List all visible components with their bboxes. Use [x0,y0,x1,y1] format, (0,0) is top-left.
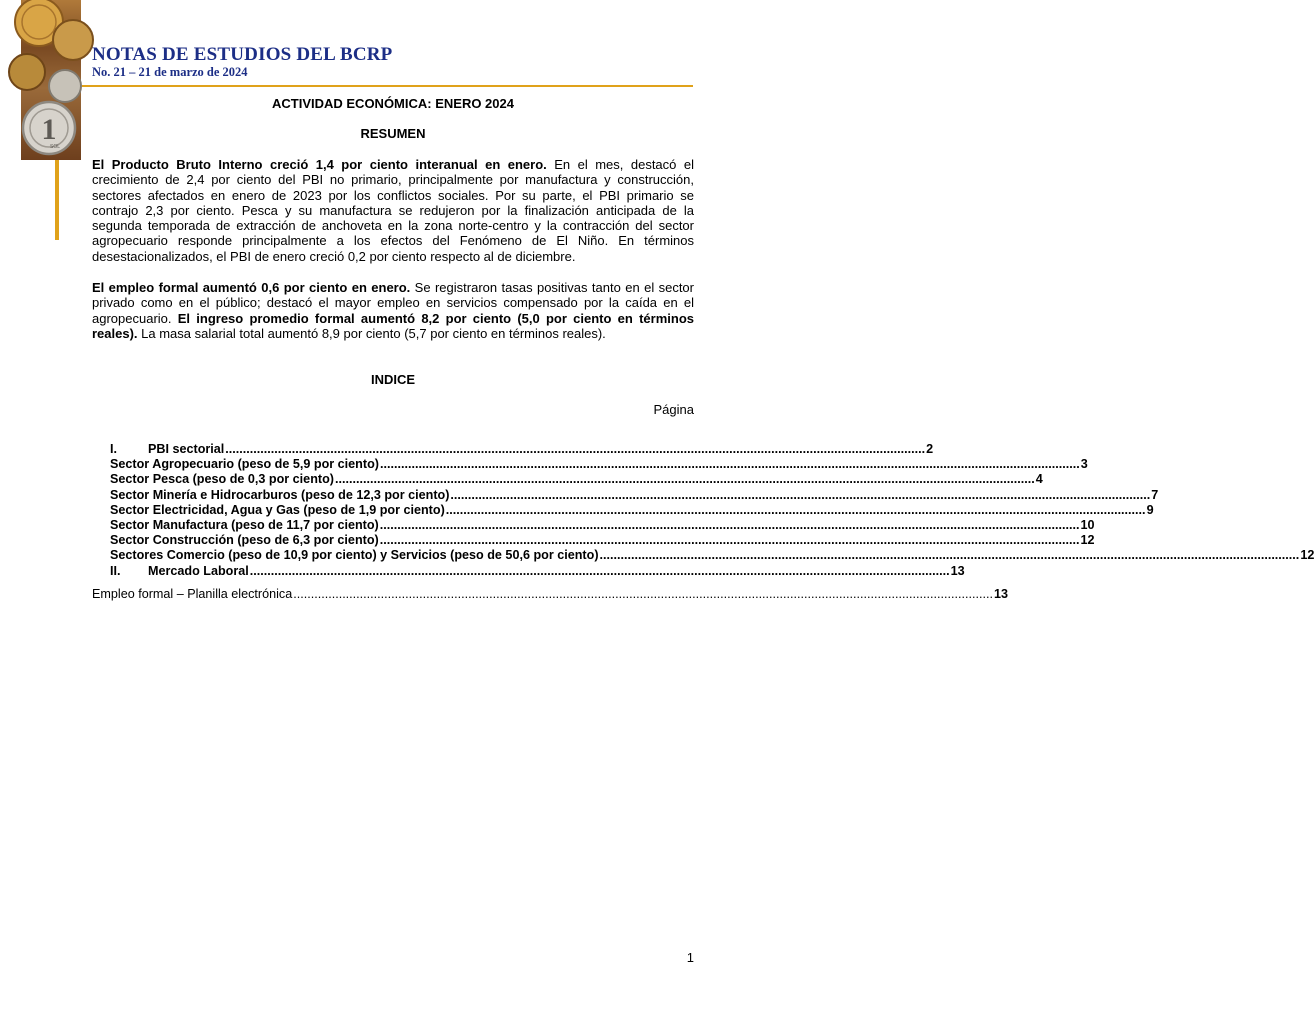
toc-leader-dots: ........................................................................................................................................................................................................ [379,457,1080,472]
toc-entry-label: Mercado Laboral [148,563,249,578]
toc-entry-page: 13 [994,587,1009,601]
toc-entry-page: 7 [1151,487,1159,502]
publication-title: NOTAS DE ESTUDIOS DEL BCRP [92,44,393,65]
toc-entry[interactable] [110,533,1095,548]
toc-entry[interactable] [110,502,1154,518]
header-rule [82,85,693,87]
toc-entry-page: 13 [950,563,965,578]
coin-banner-image [21,0,81,160]
toc-entry-page: 10 [1080,517,1095,532]
table-of-contents [110,442,1314,579]
document-heading: ACTIVIDAD ECONÓMICA: ENERO 2024 [272,96,514,111]
toc-leader-dots: ........................................................................................................................................................................................................ [445,502,1146,517]
payroll-body-text: La masa salarial total aumentó 8,9 por ciento (5,7 por ciento en términos reales). [137,325,606,341]
toc-entry-page: 9 [1146,502,1154,517]
page-column-label: Página [653,402,694,417]
toc-entry-label: Sector Agropecuario (peso de 5,9 por ciento) [110,457,379,472]
toc-entry-number: I. [110,442,117,456]
coins-illustration [21,0,81,160]
toc-entry-page: 12 [1300,548,1314,563]
summary-paragraph-employment [92,280,694,341]
income-bold-sentence: El ingreso promedio formal aumentó 8,2 por ciento (5,0 por ciento en términos reales). [92,310,694,341]
toc-leader-dots: ........................................................................................................................................................................................................ [379,517,1080,532]
toc-entry[interactable] [110,563,965,579]
toc-leader-dots: ........................................................................................................................................................................................................ [293,587,993,601]
toc-leader-dots: ........................................................................................................................................................................................................ [225,442,926,456]
toc-entry-formal-employment[interactable] [92,587,1009,602]
page-number: 1 [686,950,694,965]
toc-entry-label: Sector Electricidad, Agua y Gas (peso de 1,9 por ciento) [110,502,445,517]
toc-entry-label: Sector Manufactura (peso de 11,7 por ciento) [110,517,379,532]
gdp-lead-sentence: El Producto Bruto Interno creció 1,4 por ciento interanual en enero. [92,157,547,172]
toc-entry-label: Sector Construcción (peso de 6,3 por ciento) [110,533,379,548]
gdp-body-text: En el mes, destacó el crecimiento de 2,4 por ciento del PBI no primario, principalmente por manufactura y construcción, sectores afectados en enero de 2023 por los conflictos sociales. Por su parte, el PBI primario se contrajo 2,3 por ciento. Pesca y su manufactura se redujeron por la finalización anticipada de la segunda temporada de extracción de anchoveta en la zona norte-centro y la contracción del sector agropecuario responde principalmente a los efectos del Fenómeno de El Niño. En términos desestacionalizados, el PBI de enero creció 0,2 por ciento respecto al de diciembre. [92,157,694,264]
toc-leader-dots: ........................................................................................................................................................................................................ [334,472,1035,487]
toc-entry[interactable] [110,442,934,457]
summary-heading: RESUMEN [360,126,426,141]
summary-paragraph-gdp [92,157,694,264]
employment-body-text: Se registraron tasas positivas tanto en el sector privado como en el público; destacó el mayor empleo en servicios compensado por la caída en el agropecuario. [92,280,694,326]
coin-caption: SOL [49,144,61,150]
toc-leader-dots: ........................................................................................................................................................................................................ [249,563,950,578]
toc-leader-dots: ........................................................................................................................................................................................................ [379,533,1080,548]
toc-entry[interactable] [110,457,1088,472]
toc-entry-page: 12 [1080,533,1095,548]
toc-entry[interactable] [110,548,1314,563]
toc-entry[interactable] [110,472,1043,487]
toc-entry-page: 3 [1080,457,1088,472]
index-heading: INDICE [370,372,416,387]
toc-entry-label: PBI sectorial [148,442,225,456]
toc-entry-label: Empleo formal – Planilla electrónica [92,587,293,601]
employment-lead-sentence: El empleo formal aumentó 0,6 por ciento en enero. [92,280,411,295]
margin-accent-bar [55,160,59,240]
toc-leader-dots: ........................................................................................................................................................................................................ [450,487,1151,502]
toc-leader-dots: ........................................................................................................................................................................................................ [599,548,1300,563]
toc-entry-label: Sectores Comercio (peso de 10,9 por ciento) y Servicios (peso de 50,6 por ciento) [110,548,599,563]
toc-entry-label: Sector Pesca (peso de 0,3 por ciento) [110,472,334,487]
toc-entry-page: 2 [926,442,934,456]
toc-entry[interactable] [110,517,1095,533]
issue-number-date: No. 21 – 21 de marzo de 2024 [92,65,248,79]
toc-entry-page: 4 [1035,472,1043,487]
toc-entry[interactable] [110,487,1159,503]
toc-entry-number: II. [110,563,121,578]
coin-numeral: 1 [41,113,57,146]
toc-entry-label: Sector Minería e Hidrocarburos (peso de 12,3 por ciento) [110,487,450,502]
